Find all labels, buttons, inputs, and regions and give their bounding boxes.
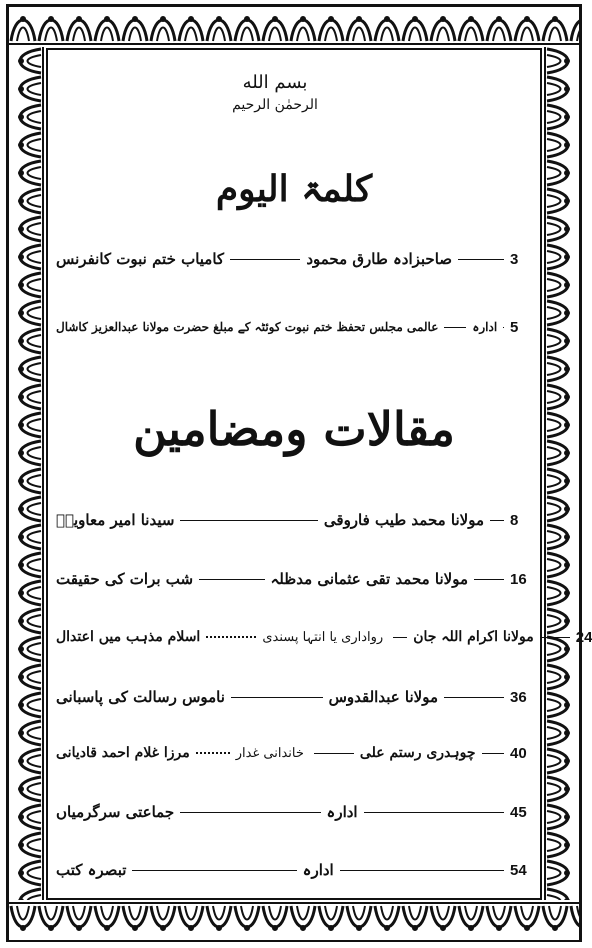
bismillah-line-1: بسم الله [242, 72, 308, 93]
toc-entry-author: ادارہ [326, 803, 358, 821]
leader-line [231, 697, 323, 698]
bismillah [215, 72, 335, 116]
toc-entry-author: مولانا محمد طیب فاروقی [323, 511, 484, 529]
leader-line [180, 812, 320, 813]
toc-entry-page: 24 [575, 628, 592, 646]
leader-line [314, 753, 354, 754]
leader-line [540, 637, 570, 638]
toc-entry[interactable] [56, 505, 532, 535]
toc-entry-title: ناموس رسالت کی پاسبانی [56, 688, 225, 706]
toc-entry-subtitle: خاندانی غدار [235, 745, 304, 761]
ornamental-border-right [543, 47, 579, 900]
leader-line [180, 520, 317, 521]
toc-entry[interactable] [56, 244, 532, 274]
toc-entry[interactable] [56, 312, 532, 342]
toc-entry-title: کامیاب ختم نبوت کانفرنس [56, 250, 225, 268]
leader-line [458, 259, 504, 260]
ornamental-border-left [9, 47, 45, 900]
toc-entry[interactable] [56, 622, 592, 652]
toc-entry-author: مولانا اکرام اللہ جان [413, 629, 534, 645]
toc-entry-title: عالمی مجلس تحفظ ختم نبوت کوئٹہ کے مبلغ حضرت مولانا عبدالعزیز کاشال [56, 320, 439, 334]
leader-line [199, 579, 264, 580]
toc-entry[interactable] [56, 682, 532, 712]
toc-entry-title: سیدنا امیر معاویہؓ [56, 511, 175, 529]
leader-line [503, 327, 504, 328]
toc-entry-author: چوہدری رستم علی [359, 745, 476, 761]
leader-line [474, 579, 504, 580]
toc-entry-author: مولانا عبدالقدوس [328, 688, 438, 706]
toc-entry-title: تبصرہ کتب [56, 861, 127, 879]
bismillah-line-2: الرحمٰن الرحیم [232, 97, 318, 113]
toc-entry-page: 3 [510, 250, 519, 268]
leader-dots [206, 636, 256, 638]
toc-entry-title: مرزا غلام احمد قادیانی [56, 745, 190, 761]
toc-entry-page: 16 [510, 570, 527, 588]
section-title-maqalat: مقالات ومضامین [133, 402, 455, 456]
toc-entry-page: 40 [510, 744, 527, 762]
toc-entry-page: 54 [510, 861, 527, 879]
leader-line [444, 327, 466, 328]
toc-entry-subtitle: رواداری یا انتہا پسندی [262, 629, 384, 645]
toc-entry-page: 5 [510, 318, 519, 336]
toc-entry[interactable] [56, 797, 532, 827]
toc-entry-author: ادارہ [302, 861, 334, 879]
leader-line [364, 812, 504, 813]
leader-line [482, 753, 504, 754]
toc-entry-title: شب برات کی حقیقت [56, 570, 194, 588]
leader-line [444, 697, 504, 698]
leader-dots [196, 752, 230, 754]
ornamental-border-top [9, 7, 579, 47]
toc-entry[interactable] [56, 738, 532, 768]
ornamental-border-bottom [9, 900, 579, 940]
toc-entry[interactable] [56, 564, 532, 594]
section-title-kalimat-al-yaum: کلمۃ الیوم [215, 168, 373, 210]
toc-entry-page: 45 [510, 803, 527, 821]
leader-line [393, 637, 407, 638]
toc-entry-author: مولانا محمد تقی عثمانی مدظلہ [270, 570, 468, 588]
toc-entry[interactable] [56, 855, 532, 885]
toc-entry-page: 36 [510, 688, 527, 706]
toc-entry-title: اسلام مذہب میں اعتدال [56, 629, 201, 645]
leader-line [230, 259, 300, 260]
toc-entry-title: جماعتی سرگرمیاں [56, 803, 175, 821]
leader-line [132, 870, 296, 871]
toc-entry-author: ادارہ [472, 320, 498, 334]
toc-entry-page: 8 [510, 511, 519, 529]
leader-line [490, 520, 504, 521]
toc-entry-author: صاحبزادہ طارق محمود [306, 250, 452, 268]
leader-line [340, 870, 504, 871]
